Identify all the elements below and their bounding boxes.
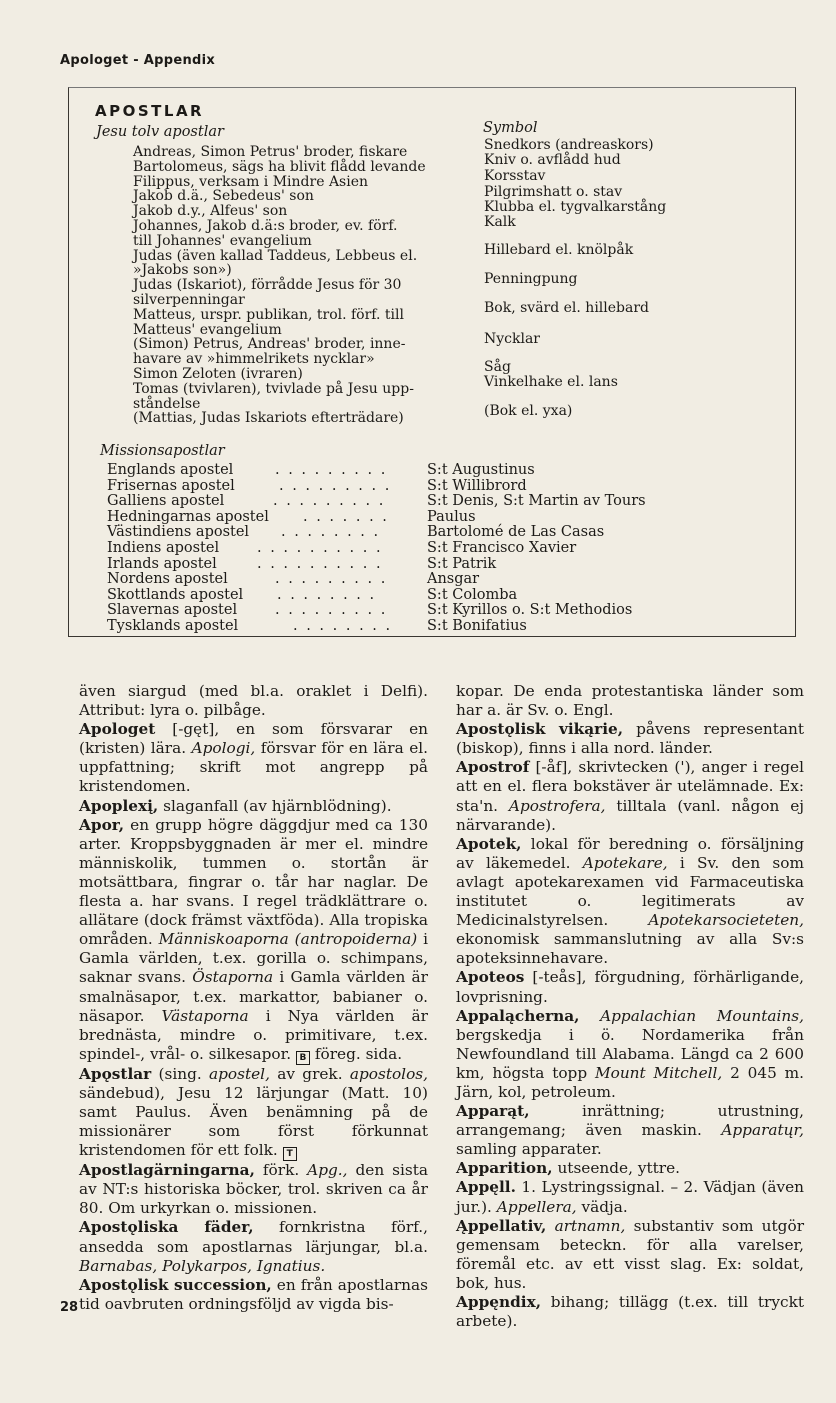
- left-text-column: [79, 682, 428, 1314]
- apostle-line: Jakob d.ä., Sebedeus' son: [133, 188, 314, 205]
- apostle-line: (Mattias, Judas Iskariots efterträdare): [133, 410, 404, 427]
- apostle-line: Filippus, verksam i Mindre Asien: [133, 173, 369, 190]
- dot-leader: . . . . . . . .: [277, 586, 377, 603]
- mission-saint: Bartolomé de Las Casas: [427, 524, 605, 541]
- page-header: Apologet - Appendix: [60, 53, 216, 68]
- entry-apostolisk-succession: Apostǫlisk succession, en från apostlarnas tid oavbruten ordningsföljd av vigda bis-: [79, 1275, 428, 1313]
- apostles-heading: Jesu tolv apostlar: [96, 124, 224, 140]
- picture-reference-icon: B: [296, 1051, 310, 1065]
- entry-appendix: Appęndix, bihang; tillägg (t.ex. till tryckt arbete).: [456, 1293, 804, 1331]
- mission-country: Hedningarnas apostel: [107, 508, 269, 525]
- mission-saint: S:t Willibrord: [427, 477, 527, 494]
- symbol-line: Pilgrimshatt o. stav: [484, 184, 623, 200]
- entry-apparat: Apparąt, inrättning; utrustning, arrangemang; även maskin. Apparatųr, samling apparater.: [456, 1102, 804, 1159]
- symbol-line: Penningpung: [484, 271, 578, 287]
- right-text-column: [456, 682, 804, 1331]
- mission-saint: S:t Colomba: [427, 586, 518, 603]
- mission-saint: S:t Kyrillos o. S:t Methodios: [427, 602, 633, 619]
- mission-heading: Missionsapostlar: [100, 443, 225, 459]
- apostle-line: Tomas (tvivlaren), tvivlade på Jesu upp-: [133, 380, 414, 397]
- apostle-line: Johannes, Jakob d.ä:s broder, ev. förf.: [133, 217, 398, 234]
- dot-leader: . . . . . . . . .: [273, 493, 386, 510]
- mission-country: Frisernas apostel: [107, 477, 235, 494]
- symbol-line: Nycklar: [484, 331, 540, 347]
- entry-apostolisk-vikarie: Apostǫlisk vikąrie, påvens representant (biskop), finns i alla nord. länder.: [456, 720, 804, 758]
- entry-apostlagarningarna: Apostlagärningarna, förk. Apg., den sista av NT:s historiska böcker, trol. skriven ca år 80. Om urkyrkan o. missionen.: [79, 1161, 429, 1218]
- symbol-line: Snedkors (andreaskors): [484, 137, 654, 153]
- mission-country: Skottlands apostel: [107, 586, 244, 603]
- entry-apoplexi: Apoplexį, slaganfall (av hjärnblödning).: [79, 796, 392, 815]
- entry-apostoliska-fader: Apostǫliska fäder, fornkristna förf., ansedda som apostlarnas lärjungar, bl.a. Barnabas, Polykarpos, Ignatius.: [79, 1218, 428, 1275]
- dot-leader: . . . . . . . . .: [275, 571, 388, 588]
- entry-apor: Apor, en grupp högre däggdjur med ca 130 arter. Kroppsbyggnaden är mer el. mindre människolik, tummen o. stortån är motsättbara, fingrar o. tår har naglar. De flesta a. har svans. I regel trädklättrare o. allätare (dock främst växtföda). Alla tropiska områden. Människoaporna (antropoiderna) i Gamla världen, t.ex. gorilla o. schimpans, saknar svans. Östaporna i Gamla världen är smalnäsapor, t.ex. markattor, babianer o. näsapor. Västaporna i Nya världen är brednästa, mindre o. primitivare, t.ex. spindel-, vrål- o. silkesapor. B föreg. sida.: [79, 815, 428, 1063]
- dot-leader: . . . . . . . .: [281, 524, 381, 541]
- mission-country: Slavernas apostel: [107, 602, 238, 619]
- dot-leader: . . . . . . .: [303, 508, 389, 525]
- dot-leader: . . . . . . . . .: [275, 462, 388, 478]
- entry-apostrof: Apostrof [-åf], skrivtecken ('), anger i regel att en el. flera bokstäver är utelämnade. Ex: sta'n. Apostrofera, tilltala (vanl. någon ej närvarande).: [456, 758, 804, 834]
- entry-appell: Appęll. 1. Lystringssignal. – 2. Vädjan (även jur.). Appellera, vädja.: [456, 1178, 804, 1216]
- page-number: 28: [60, 1300, 79, 1315]
- apostle-line: till Johannes' evangelium: [133, 232, 312, 249]
- apostle-line: silverpenningar: [133, 291, 245, 308]
- mission-saint: Ansgar: [427, 571, 480, 588]
- symbol-line: Klubba el. tygvalkarstång: [484, 199, 667, 215]
- mission-saint: Paulus: [427, 508, 476, 525]
- mission-country: Västindiens apostel: [107, 524, 250, 541]
- apostle-line: Matteus' evangelium: [133, 321, 282, 338]
- symbol-line: Kalk: [484, 214, 516, 230]
- entry-apologet: Apologet [-gęt], en som försvarar en (kristen) lära. Apologi, försvar för en lära el. uppfattning; skrift mot angrepp på kristendomen.: [79, 720, 429, 796]
- symbol-line: Korsstav: [484, 168, 546, 184]
- symbol-line: Hillebard el. knölpåk: [484, 242, 634, 258]
- apostle-names-list: [133, 145, 478, 426]
- mission-country: Galliens apostel: [107, 493, 225, 510]
- entry-apotek: Apotek, lokal för beredning o. försäljning av läkemedel. Apotekare, i Sv. den som avlagt apotekarexamen vid Farmaceutiska institutet o. legitimerats av Medicinalstyrelsen. Apotekarsocieteten, ekonomisk sammanslutning av alla Sv:s apoteksinnehavare.: [456, 834, 804, 968]
- apostle-line: Simon Zeloten (ivraren): [133, 365, 303, 382]
- apostle-line: Andreas, Simon Petrus' broder, fiskare: [133, 144, 408, 160]
- mission-saint: S:t Patrik: [427, 555, 497, 572]
- dot-leader: . . . . . . . . .: [275, 602, 388, 619]
- entry-appalacherna: Appalącherna, Appalachian Mountains, bergskedja i ö. Nordamerika från Newfoundland till Alabama. Längd ca 2 600 km, högsta topp Mount Mitchell, 2 045 m. Järn, kol, petroleum.: [456, 1006, 804, 1101]
- entry-apostlar: Apǫstlar (sing. apostel, av grek. apostolos, sändebud), Jesu 12 lärjungar (Matt. 10) samt Paulus. Även benämning på de missionärer som först förkunnat kristendomen för ett folk. T: [79, 1064, 428, 1160]
- mission-country: Irlands apostel: [107, 555, 217, 572]
- apostle-line: havare av »himmelrikets nycklar»: [133, 351, 375, 368]
- mission-saint: S:t Francisco Xavier: [427, 540, 577, 556]
- apostle-line: »Jakobs son»): [133, 262, 232, 279]
- mission-saint: S:t Augustinus: [427, 462, 535, 478]
- table-reference-icon: T: [283, 1147, 297, 1161]
- entry-apoteos: Apoteos [-teås], förgudning, förhärligande, lovprisning.: [456, 968, 804, 1006]
- mission-country: Indiens apostel: [107, 540, 220, 556]
- apostle-line: (Simon) Petrus, Andreas' broder, inne-: [133, 336, 406, 353]
- entry: även siargud (med bl.a. oraklet i Delfi). Attribut: lyra o. pilbåge.: [79, 682, 428, 720]
- entry-appellativ: Ąppellativ, artnamn, substantiv som utgör gemensam beteckn. för alla varelser, föremål etc. av ett visst slag. Ex: soldat, bok, hus.: [456, 1216, 804, 1292]
- dot-leader: . . . . . . . . . .: [257, 555, 383, 572]
- dot-leader: . . . . . . . . . .: [257, 540, 383, 556]
- apostle-line: ståndelse: [133, 395, 201, 412]
- symbol-line: Kniv o. avflådd hud: [484, 152, 621, 168]
- mission-saint: S:t Denis, S:t Martin av Tours: [427, 493, 646, 510]
- mission-saint: S:t Bonifatius: [427, 618, 527, 634]
- apostle-line: Jakob d.y., Alfeus' son: [133, 203, 288, 220]
- apostle-line: Bartolomeus, sägs ha blivit flådd levande: [133, 158, 426, 175]
- apostle-line: Matteus, urspr. publikan, trol. förf. till: [133, 306, 404, 323]
- apostle-line: Judas (Iskariot), förrådde Jesus för 30: [133, 277, 402, 294]
- dot-leader: . . . . . . . . .: [279, 477, 392, 494]
- symbol-line: Såg: [484, 359, 511, 375]
- mission-country: Englands apostel: [107, 462, 234, 478]
- entry-apparition: Apparition, utseende, yttre.: [456, 1159, 680, 1178]
- entry: kopar. De enda protestantiska länder som har a. är Sv. o. Engl.: [456, 682, 804, 720]
- apostle-line: Judas (även kallad Taddeus, Lebbeus el.: [133, 247, 418, 264]
- mission-country: Nordens apostel: [107, 571, 228, 588]
- apostlar-title: APOSTLAR: [95, 102, 205, 120]
- dot-leader: . . . . . . . .: [293, 618, 393, 634]
- symbol-line: Bok, svärd el. hillebard: [484, 300, 650, 316]
- symbol-line: Vinkelhake el. lans: [484, 374, 618, 390]
- mission-country: Tysklands apostel: [107, 618, 239, 634]
- symbol-heading: Symbol: [483, 120, 538, 136]
- symbol-line: (Bok el. yxa): [484, 403, 573, 419]
